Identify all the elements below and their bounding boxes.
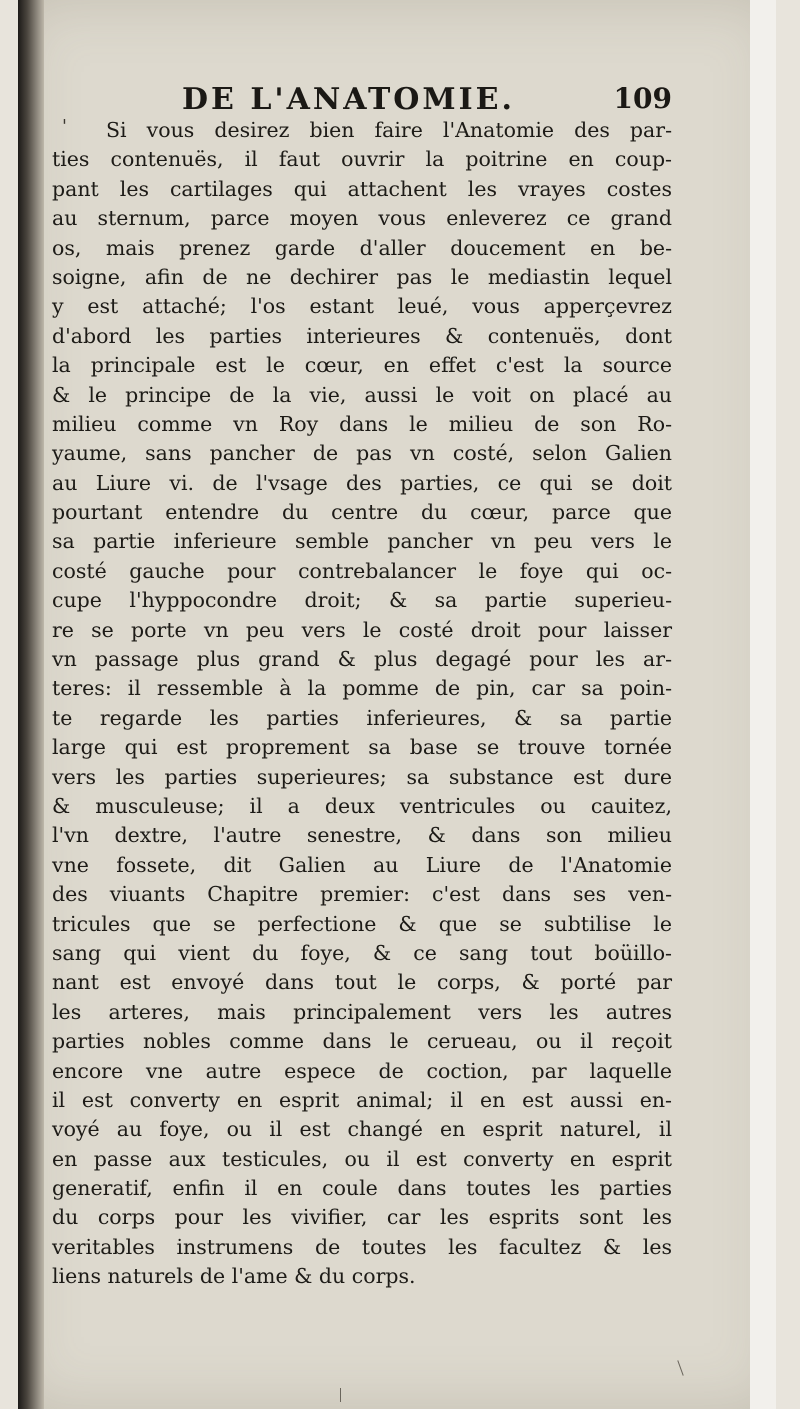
paragraph-mark: ' [62,116,67,137]
text-line: generatif, enfin il en coule dans toutes les parties [52,1176,672,1201]
text-line: os, mais prenez garde d'aller doucement en be- [52,235,672,260]
running-title: DE L'ANATOMIE. [182,82,515,117]
text-line: voyé au foye, ou il est changé en esprit naturel, il [52,1117,672,1142]
text-line: d'abord les parties interieures & contenuës, dont [52,323,672,348]
text-line: l'vn dextre, l'autre senestre, & dans son milieu [52,823,672,848]
text-line: la principale est le cœur, en effet c'est la source [52,353,672,378]
text-line: vn passage plus grand & plus degagé pour les ar- [52,647,672,672]
text-line: yaume, sans pancher de pas vn costé, selon Galien [52,441,672,466]
text-line: au Liure vi. de l'vsage des parties, ce qui se doit [52,470,672,495]
text-line: costé gauche pour contrebalancer le foye qui oc- [52,558,672,583]
text-line: Si vous desirez bien faire l'Anatomie des par- [106,118,672,142]
text-line: ties contenuës, il faut ouvrir la poitrine en coup- [52,147,672,172]
text-line: te regarde les parties inferieures, & sa partie [52,705,672,730]
text-line: en passe aux testicules, ou il est converty en esprit [52,1146,672,1171]
text-line: pourtant entendre du centre du cœur, parce que [52,500,672,525]
text-line: au sternum, parce moyen vous enleverez ce grand [52,206,672,231]
text-line: encore vne autre espece de coction, par laquelle [52,1058,672,1083]
text-line: vers les parties superieures; sa substance est dure [52,764,672,789]
text-line: liens naturels de l'ame & du corps. [52,1264,416,1289]
text-line: teres: il ressemble à la pomme de pin, car sa poin- [52,676,672,701]
page-number: 109 [613,82,672,115]
text-line: large qui est proprement sa base se trouve tornée [52,735,672,760]
paper-mark [340,1388,341,1402]
text-line: y est attaché; l'os estant leué, vous apperçevrez [52,294,672,319]
text-line: vne fossete, dit Galien au Liure de l'Anatomie [52,852,672,877]
text-line: parties nobles comme dans le cerueau, ou il reçoit [52,1029,672,1054]
text-line: nant est envoyé dans tout le corps, & porté par [52,970,672,995]
text-line: du corps pour les vivifier, car les esprits sont les [52,1205,672,1230]
text-line: & musculeuse; il a deux ventricules ou cauitez, [52,793,672,818]
text-line: soigne, afin de ne dechirer pas le mediastin lequel [52,264,672,289]
text-line: veritables instrumens de toutes les facultez & les [52,1234,672,1259]
text-line: il est converty en esprit animal; il en est aussi en- [52,1087,672,1112]
page-gutter [18,0,44,1409]
text-line: des viuants Chapitre premier: c'est dans ses ven- [52,882,672,907]
text-line: tricules que se perfectione & que se subtilise le [52,911,672,936]
body-text [52,116,672,1292]
text-line: re se porte vn peu vers le costé droit pour laisser [52,617,672,642]
page-edge [750,0,776,1409]
text-line: & le principe de la vie, aussi le voit on placé au [52,382,672,407]
text-line: les arteres, mais principalement vers les autres [52,999,672,1024]
text-line: pant les cartilages qui attachent les vrayes costes [52,176,672,201]
text-line: sa partie inferieure semble pancher vn peu vers le [52,529,672,554]
text-line: cupe l'hyppocondre droit; & sa partie superieu- [52,588,672,613]
text-line: sang qui vient du foye, & ce sang tout boüillo- [52,940,672,965]
text-line: milieu comme vn Roy dans le milieu de son Ro- [52,411,672,436]
